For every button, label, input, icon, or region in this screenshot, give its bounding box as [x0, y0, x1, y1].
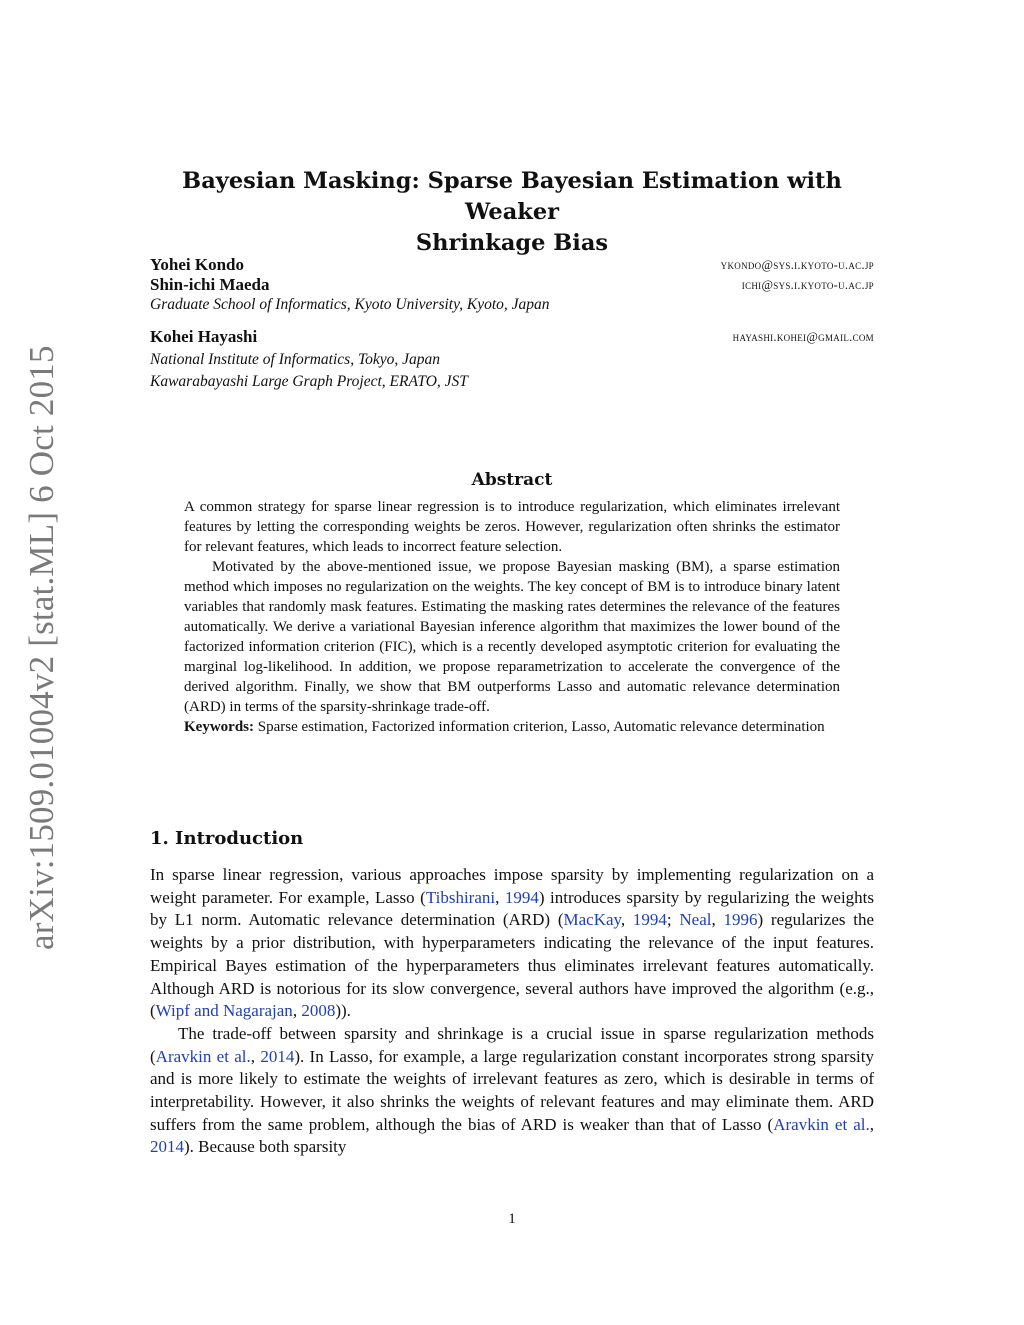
title-line-1: Bayesian Masking: Sparse Bayesian Estimation with Weaker	[182, 168, 842, 225]
affiliation-nii: National Institute of Informatics, Tokyo, Japan	[150, 351, 441, 368]
arxiv-identifier: arXiv:1509.01004v2 [stat.ML] 6 Oct 2015	[22, 345, 61, 950]
text-run: ,	[869, 1114, 874, 1134]
section-heading-introduction: 1. Introduction	[150, 828, 304, 849]
keywords-list: Sparse estimation, Factorized information criterion, Lasso, Automatic relevance determination	[257, 719, 825, 735]
author-name: Kohei Hayashi	[150, 327, 258, 346]
text-run: ,	[292, 1001, 302, 1021]
author-block-maeda	[150, 275, 874, 297]
author-email[interactable]: hayashi.kohei@gmail.com	[732, 330, 874, 344]
text-run: ;	[666, 910, 680, 930]
author-block-kondo	[150, 255, 874, 277]
text-run: ,	[711, 910, 724, 930]
citation-link[interactable]: Neal	[679, 910, 712, 930]
paper-title	[150, 166, 874, 259]
page-number: 1	[508, 1211, 516, 1227]
author-email[interactable]: ichi@sys.i.kyoto-u.ac.jp	[741, 278, 874, 292]
text-run: )).	[335, 1001, 351, 1021]
affiliation-kyoto: Graduate School of Informatics, Kyoto University, Kyoto, Japan	[150, 296, 550, 313]
text-run: ) introduces sparsity by regularizing the weights by L1 norm. Automatic relevance determination (ARD) (	[150, 887, 875, 930]
text-run: ) regularizes the weights by a prior distribution, with hyperparameters indicating the relevance of the input features. Empirical Bayes estimation of the hyperparameters thus eliminates irrelevant features automatically. Although ARD is notorious for its slow convergence, several authors have improved the algorithm (e.g., (	[150, 910, 874, 1021]
author-email[interactable]: ykondo@sys.i.kyoto-u.ac.jp	[720, 258, 874, 272]
citation-link[interactable]: MacKay	[563, 910, 621, 930]
affiliation-erato: Kawarabayashi Large Graph Project, ERATO, JST	[150, 373, 468, 390]
citation-link[interactable]: Wipf and Nagarajan	[155, 1001, 293, 1021]
citation-link[interactable]: Aravkin et al.	[155, 1046, 251, 1066]
author-block-hayashi	[150, 327, 874, 349]
author-name: Shin-ichi Maeda	[150, 275, 270, 294]
abstract-heading: Abstract	[471, 470, 553, 490]
text-run: ). Because both sparsity	[184, 1137, 347, 1157]
citation-link[interactable]: Tibshirani	[425, 887, 496, 907]
citation-link[interactable]: 2014	[260, 1046, 295, 1066]
abstract-paragraph-2: Motivated by the above-mentioned issue, we propose Bayesian masking (BM), a sparse estimation method which imposes no regularization on the weights. The key concept of BM is to introduce binary latent variables that randomly mask features. Estimating the masking rates determines the relevance of the features automatically. We derive a variational Bayesian inference algorithm that maximizes the lower bound of the factorized information criterion (FIC), which is a recently developed asymptotic criterion for evaluating the marginal log-likelihood. In addition, we propose reparametrization to accelerate the convergence of the derived algorithm. Finally, we show that BM outperforms Lasso and automatic relevance determination (ARD) in terms of the sparsity-shrinkage trade-off.	[184, 559, 840, 715]
abstract-body	[184, 497, 840, 737]
author-name: Yohei Kondo	[150, 255, 244, 274]
introduction-paragraph-2	[150, 1023, 874, 1159]
citation-link[interactable]: 1996	[723, 910, 758, 930]
introduction-body	[150, 864, 874, 1159]
text-run: ,	[250, 1046, 261, 1066]
citation-link[interactable]: 1994	[504, 887, 539, 907]
introduction-paragraph-1	[150, 864, 874, 1023]
keywords-label: Keywords:	[184, 719, 254, 735]
text-run: ,	[495, 887, 505, 907]
abstract-paragraph-1: A common strategy for sparse linear regression is to introduce regularization, which eliminates irrelevant features by letting the corresponding weights be zeros. However, regularization often shrinks the estimator for relevant features, which leads to incorrect feature selection.	[184, 499, 840, 555]
citation-link[interactable]: 2014	[150, 1137, 184, 1157]
text-run: ). In Lasso, for example, a large regularization constant incorporates strong sparsity and is more likely to estimate the weights of irrelevant features as zero, which is desirable in terms of interpretability. However, it also shrinks the weights of relevant features and may eliminate them. ARD suffers from the same problem, although the bias of ARD is weaker than that of Lasso (	[150, 1046, 875, 1134]
text-run: The trade-off between sparsity and shrinkage is a crucial issue in sparse regularization methods (	[150, 1023, 874, 1066]
citation-link[interactable]: 2008	[301, 1001, 336, 1021]
title-line-2: Shrinkage Bias	[415, 230, 609, 256]
keywords	[184, 717, 840, 737]
citation-link[interactable]: 1994	[632, 910, 667, 930]
text-run: In sparse linear regression, various approaches impose sparsity by implementing regularization on a weight parameter. For example, Lasso (	[150, 865, 874, 907]
citation-link[interactable]: Aravkin et al.	[773, 1114, 870, 1134]
text-run: ,	[620, 910, 633, 930]
